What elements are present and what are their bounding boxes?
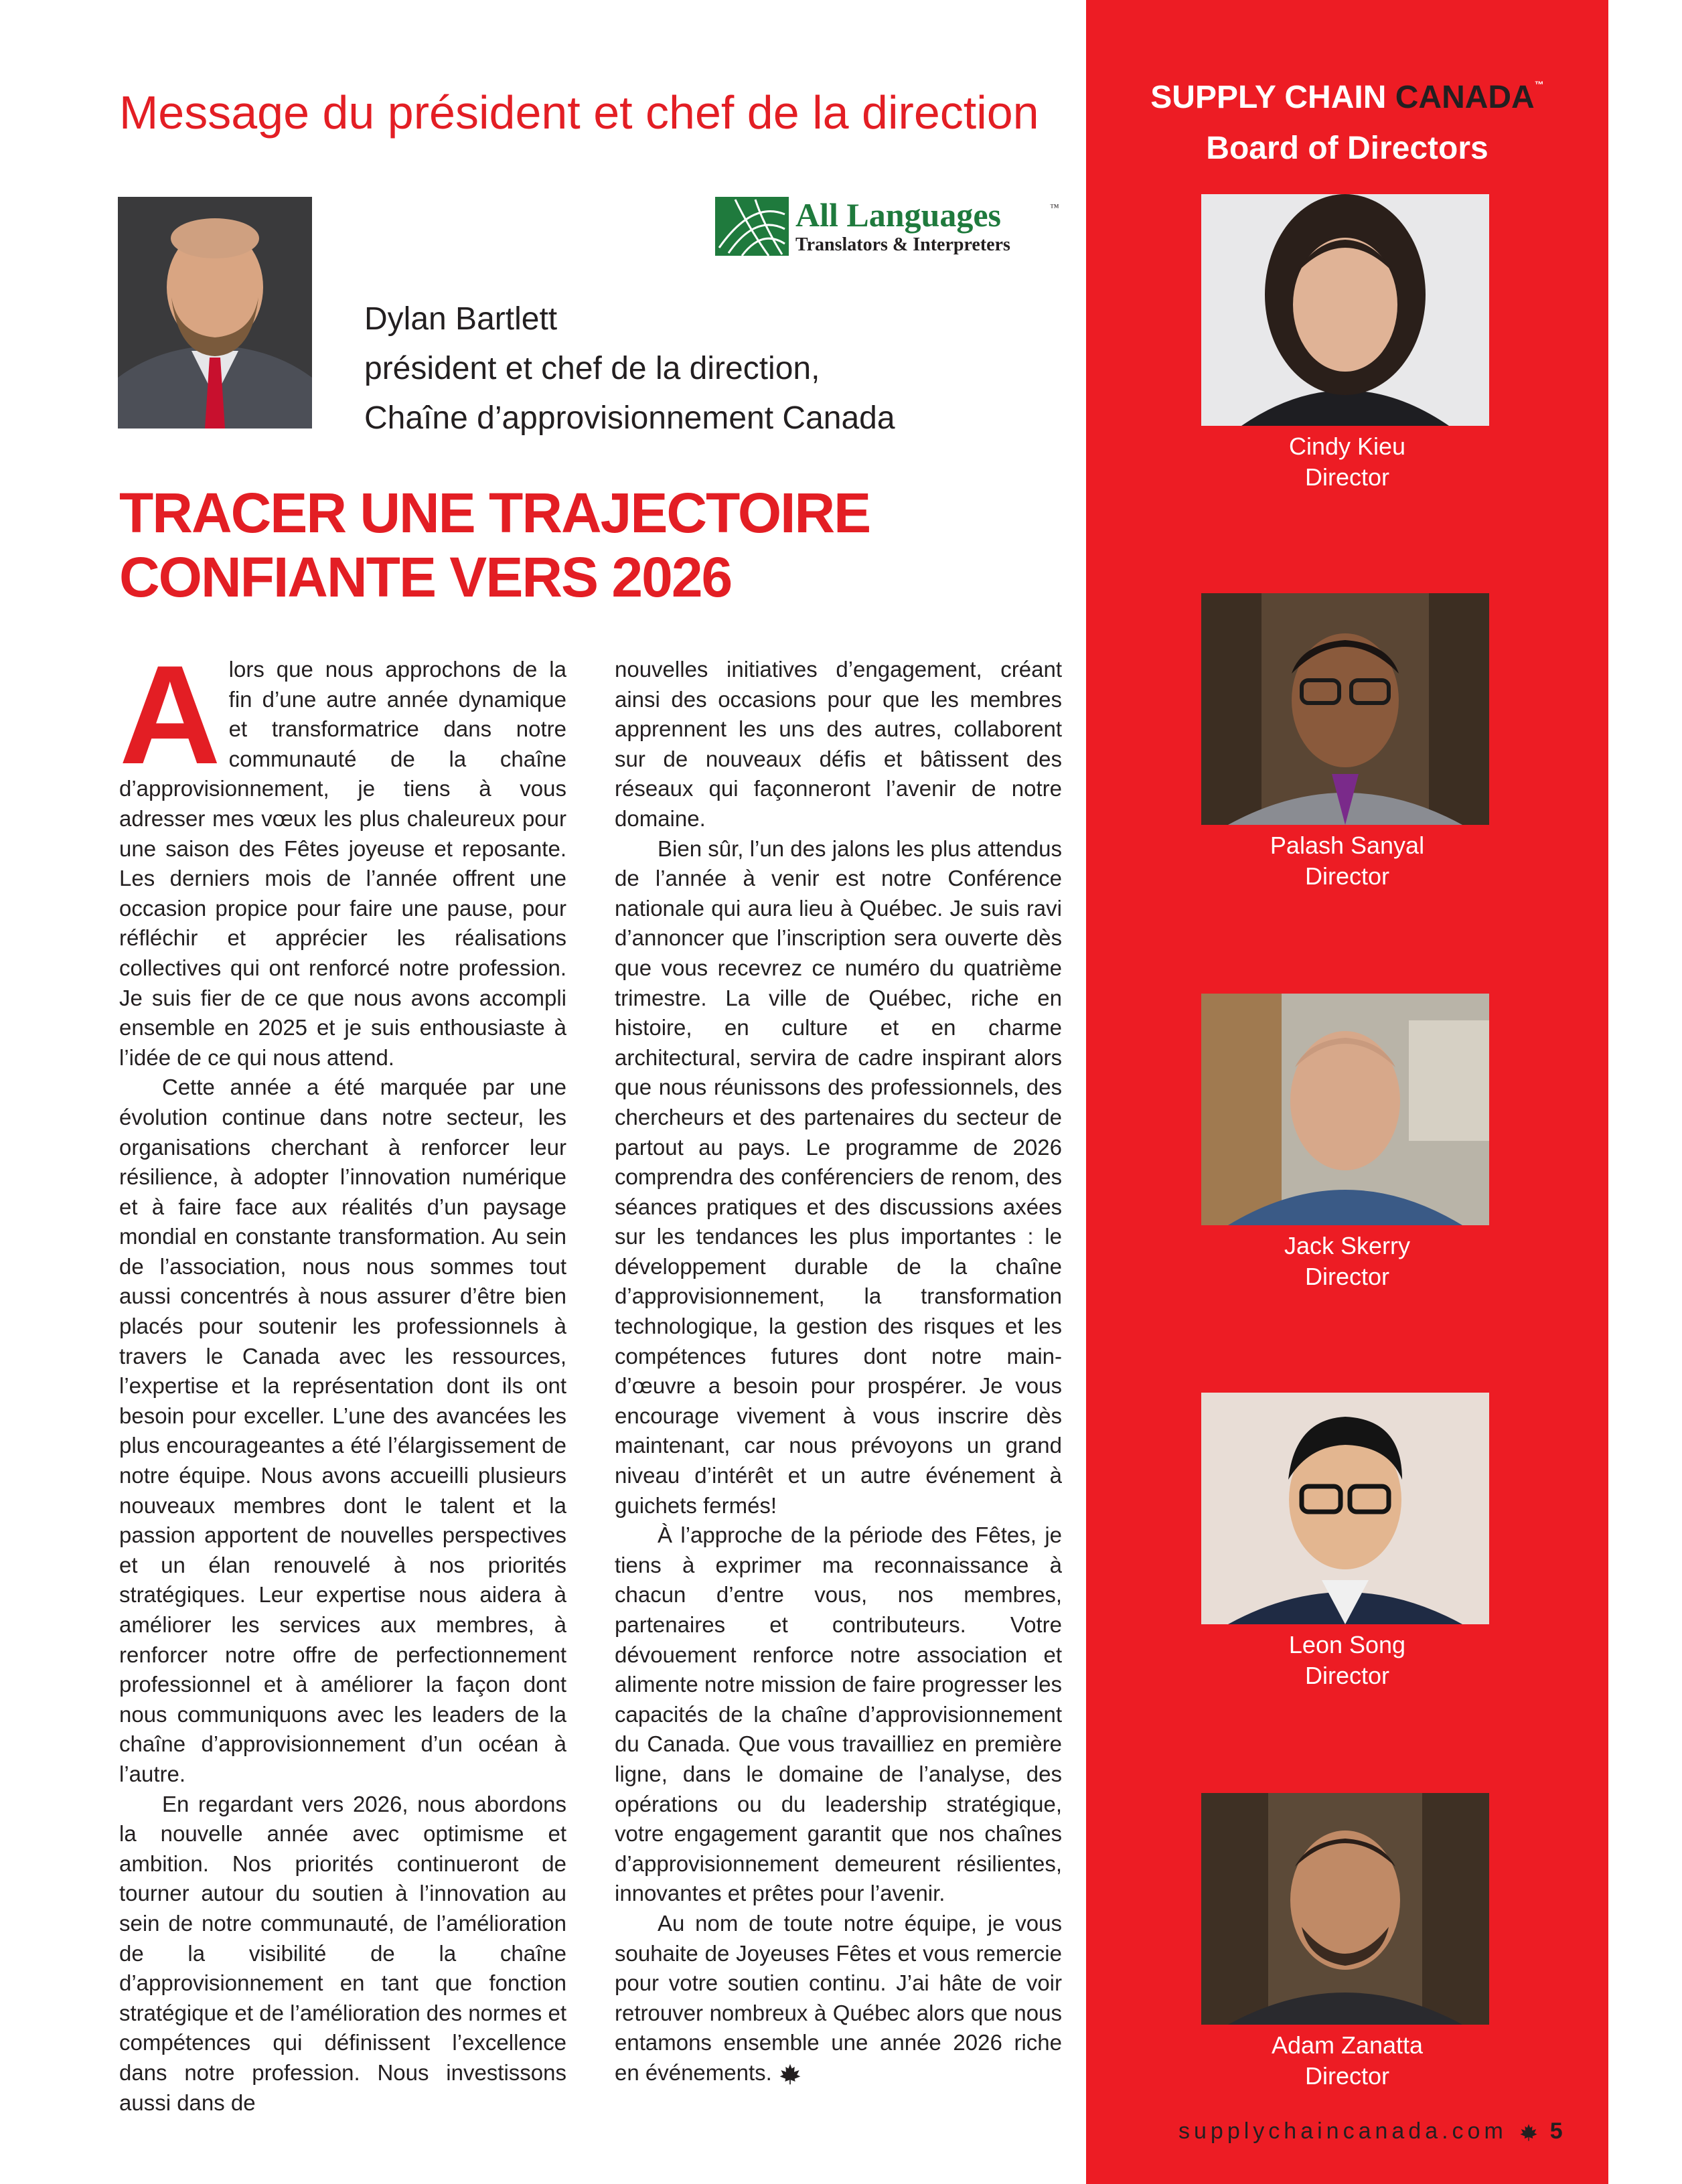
- director-title: Director: [1304, 1662, 1390, 1689]
- paragraph-text: lors que nous approchons de la fin d’une autre année dynamique et transformatrice dans notre communauté de la chaîne d’approvisionnement, je tiens à vous adresser mes vœux les plus chaleureux pour une saison des Fêtes joyeuse et reposante. Les derniers mois de l’année offrent une occasion propice pour faire une pause, pour réfléchir et apprécier les réalisations collectives qui ont renforcé notre profession. Je suis fier de ce que nous avons accompli ensemble en 2025 et je suis enthousiaste à l’idée de ce qui nous attend.: [119, 657, 566, 1070]
- author-org: Chaîne d’approvisionnement Canada: [364, 400, 895, 436]
- brand-canada: CANADA: [1395, 80, 1535, 115]
- footer-url: supplychaincanada.com: [1178, 2118, 1507, 2144]
- director-title: Director: [1304, 862, 1390, 890]
- director-photo: [1201, 194, 1489, 426]
- director-caption: [1086, 2030, 1608, 2092]
- article-paragraph: [119, 636, 566, 1073]
- director-photo: [1201, 1793, 1489, 2025]
- director-name: Leon Song: [1288, 1631, 1406, 1658]
- director-caption: [1086, 1630, 1608, 1691]
- director-caption: [1086, 431, 1608, 493]
- brand-supply-chain: SUPPLY CHAIN: [1150, 80, 1387, 115]
- article-paragraph: À l’approche de la période des Fêtes, je tiens à exprimer ma reconnaissance à chacun d’entre vous, nos membres, partenaires et contributeurs. Votre dévouement renforce notre association et alimente notre mission de faire progresser les capacités de la chaîne d’approvisionnement du Canada. Que vous travailliez en première ligne, dans le domaine de l’analyse, des opérations ou du leadership stratégique, votre engagement garantit que nos chaînes d’approvisionnement demeurent résilientes, innovantes et prêtes pour l’avenir.: [615, 1523, 1062, 1906]
- author-role: président et chef de la direction,: [364, 351, 820, 386]
- drop-cap: A: [119, 636, 221, 793]
- maple-leaf-icon: [779, 2063, 801, 2086]
- logo-name: All Languages: [795, 196, 1002, 234]
- article-paragraph: [615, 1909, 1062, 2088]
- article-headline: [119, 481, 1057, 609]
- maple-leaf-icon: [1519, 2123, 1538, 2142]
- article-paragraph: nouvelles initiatives d’engagement, créant ainsi des occasions pour que les membres apprennent les uns des autres, collaborent sur de nouveaux défis et bâtissent des réseaux qui façonneront l’avenir de notre domaine.: [615, 657, 1062, 831]
- logo-tm: ™: [1050, 203, 1059, 213]
- director-caption: [1086, 1231, 1608, 1292]
- director-photo: [1201, 994, 1489, 1225]
- director-photo: [1201, 1393, 1489, 1624]
- article-paragraph: Bien sûr, l’un des jalons les plus attendus de l’année à venir est notre Conférence nationale qui aura lieu à Québec. Je suis ravi d’annoncer que l’inscription sera ouverte dès que vous recevrez ce numéro du quatrième trimestre. La ville de Québec, riche en histoire, en culture et en charme architectural, servira de cadre inspirant alors que nous réunissons des professionnels, des chercheurs et des partenaires du secteur de partout au pays. Le programme de 2026 comprendra des conférenciers de renom, des séances pratiques et des discussions axées sur les tendances les plus importantes : le développement durable de la chaîne d’approvisionnement, la transformation technologique, la gestion des risques et les compétences futures dont notre main-d’œuvre a besoin pour prospérer. Je vous encourage vivement à vous inscrire dès maintenant, car nous prévoyons un grand niveau d’intérêt et un autre événement à guichets fermés!: [615, 836, 1062, 1518]
- director-title: Director: [1304, 1263, 1390, 1290]
- author-name: Dylan Bartlett: [364, 301, 558, 337]
- paragraph-text: Au nom de toute notre équipe, je vous souhaite de Joyeuses Fêtes et vous remercie pour votre soutien continu. J’ai hâte de voir retrouver nombreux à Québec alors que nous entamons ensemble une année 2026 riche en événements.: [615, 1910, 1062, 2085]
- logo-tagline: Translators & Interpreters: [795, 234, 1010, 255]
- brand-tm: ™: [1534, 79, 1544, 90]
- director-name: Palash Sanyal: [1270, 832, 1425, 859]
- director-caption: [1086, 830, 1608, 892]
- author-byline: [364, 295, 1034, 443]
- director-name: Adam Zanatta: [1271, 2031, 1424, 2059]
- director-title: Director: [1304, 463, 1390, 491]
- director-title: Director: [1304, 2062, 1390, 2090]
- supply-chain-canada-brand: [1086, 79, 1608, 116]
- author-photo: [118, 197, 312, 428]
- headline-line-2: CONFIANTE VERS 2026: [119, 546, 732, 609]
- article-column-1: [119, 636, 566, 2118]
- director-photo: [1201, 593, 1489, 825]
- page-footer: [1178, 2118, 1580, 2144]
- headline-line-1: TRACER UNE TRAJECTOIRE: [119, 481, 870, 544]
- director-name: Cindy Kieu: [1288, 433, 1406, 460]
- page-title: Message du président et chef de la direction: [119, 86, 1039, 139]
- all-languages-logo: [715, 194, 1063, 258]
- page-number: 5: [1549, 2118, 1563, 2144]
- article-paragraph: En regardant vers 2026, nous abordons la nouvelle année avec optimisme et ambition. Nos priorités continueront de tourner autour du soutien à l’innovation au sein de notre communauté, de l’amélioration de la visibilité de la chaîne d’approvisionnement en tant que fonction stratégique et de l’amélioration des normes et compétences qui définissent l’excellence dans notre profession. Nous investissons aussi dans de: [119, 1791, 566, 2115]
- board-sidebar: [1086, 0, 1608, 2184]
- director-name: Jack Skerry: [1284, 1232, 1411, 1259]
- board-title: Board of Directors: [1206, 131, 1488, 166]
- article-paragraph: Cette année a été marquée par une évolution continue dans notre secteur, les organisations cherchant à renforcer leur résilience, à adopter l’innovation numérique et à faire face aux réalités d’un paysage mondial en constante transformation. Au sein de l’association, nous nous sommes tout aussi concentrés à nous assurer d’être bien placés pour soutenir les professionnels à travers le Canada avec les ressources, l’expertise et la représentation dont ils ont besoin pour exceller. L’une des avancées les plus encourageantes a été l’élargissement de notre équipe. Nous avons accueilli plusieurs nouveaux membres dont le talent et la passion apportent de nouvelles perspectives et un élan renouvelé à nos priorités stratégiques. Leur expertise nous aidera à améliorer les services aux membres, à renforcer notre offre de perfectionnement professionnel et à améliorer la façon dont nous communiquons avec les leaders de la chaîne d’approvisionnement d’un océan à l’autre.: [119, 1075, 566, 1786]
- article-column-2: [615, 655, 1062, 2088]
